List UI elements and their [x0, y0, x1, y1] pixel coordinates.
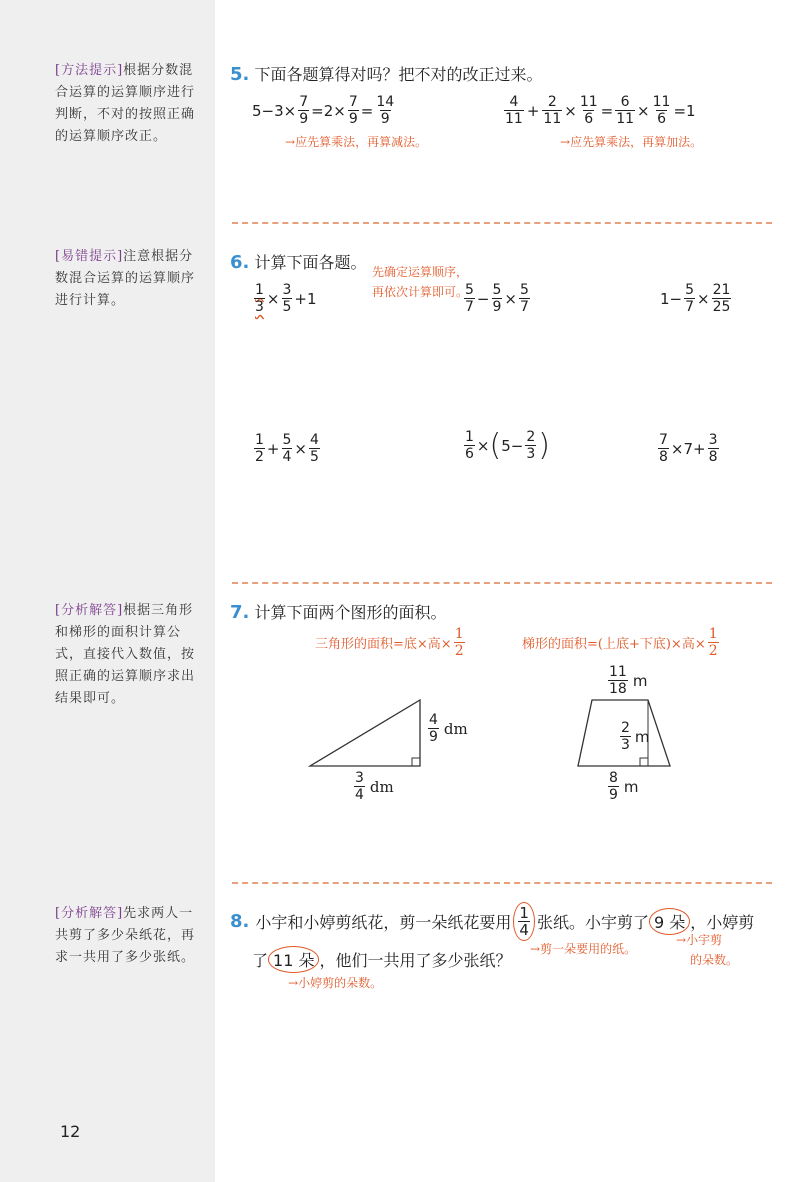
section-divider: [232, 882, 772, 884]
q5-note-1: →应先算乘法，再算减法。: [285, 135, 428, 149]
fraction: $\frac{3}{4}$: [355, 770, 364, 803]
question-text: 小宇和小婷剪纸花，剪一朵纸花要用: [255, 913, 512, 932]
page-number: 12: [60, 1122, 81, 1141]
fraction: $\frac{11}{6}$: [579, 94, 598, 127]
q8-note-fraction: →剪一朵要用的纸。: [530, 942, 637, 956]
q6-expression-6: $\frac{7}{8}$ ×7+ $\frac{3}{8}$: [659, 432, 718, 465]
question-text: 了: [252, 951, 269, 970]
trapezoid-height-label: [618, 720, 650, 753]
unit-label: dm: [369, 777, 394, 796]
fraction: $\frac{21}{25}$: [712, 282, 731, 315]
q8-note-xiaoting: →小婷剪的朵数。: [288, 976, 383, 990]
question-number: 5.: [230, 64, 250, 85]
error-tip: [55, 246, 205, 312]
unit-label: m: [632, 671, 648, 690]
q6-expression-2: $\frac{5}{7}$ − $\frac{5}{9}$ × $\frac{5}{7}$: [465, 282, 529, 315]
note-text: 应先算乘法，再算减法。: [295, 135, 428, 149]
note-text: 先确定运算顺序，: [372, 265, 469, 279]
note-text: 的朵数。: [690, 953, 739, 967]
tip-text: 根据三角形和梯形的面积计算公式，直接代入数值，按照正确的运算顺序求出结果即可。: [55, 603, 196, 706]
question-text: ，小婷剪: [690, 913, 755, 932]
formula-text: 梯形的面积=(上底+下底)×高×: [522, 637, 706, 652]
q6-note: [372, 262, 468, 302]
fraction: $\frac{5}{7}$: [520, 282, 529, 315]
fraction: $\frac{3}{8}$: [708, 432, 718, 465]
question-text: 计算下面两个图形的面积。: [254, 603, 447, 622]
formula-text: 三角形的面积=底×高×: [315, 637, 452, 652]
fraction: $\frac{4}{11}$: [505, 94, 523, 127]
circled-quantity: 9 朵: [649, 908, 690, 935]
note-text: 再依次计算即可。: [372, 285, 469, 299]
trapezoid-bottom-label: [606, 770, 639, 803]
fraction: $\frac{2}{11}$: [543, 94, 562, 127]
question-5-title: [230, 62, 542, 85]
question-number: 7.: [230, 602, 250, 623]
tip-tag: [分析解答]: [55, 603, 124, 618]
unit-label: dm: [443, 719, 468, 738]
tip-tag: [易错提示]: [55, 249, 124, 264]
circled-quantity: 11 朵: [268, 946, 319, 973]
fraction: $\frac{5}{4}$: [282, 432, 292, 465]
fraction: $\frac{1}{2}$: [708, 626, 718, 659]
fraction: $\frac{11}{6}$: [652, 94, 671, 127]
fraction: $\frac{2}{3}$: [621, 720, 630, 753]
question-text: ，他们一共用了多少张纸？: [319, 951, 512, 970]
triangle-height-label: [426, 712, 468, 745]
tip-tag: [分析解答]: [55, 906, 124, 921]
section-divider: [232, 222, 772, 224]
q6-expression-1: $\frac{1}{3}$ × $\frac{3}{5}$ +1: [255, 282, 317, 315]
question-8-line-2: [252, 946, 511, 973]
tip-text: 先求两人一共剪了多少朵纸花，再求一共用了多少张纸。: [55, 906, 196, 965]
q6-expression-3: 1− $\frac{5}{7}$ × $\frac{21}{25}$: [660, 282, 731, 315]
analysis-tip-q8: [55, 903, 205, 969]
fraction: $\frac{7}{9}$: [348, 94, 358, 127]
section-divider: [232, 582, 772, 584]
tip-text: 根据分数混合运算的运算顺序进行判断，不对的按照正确的运算顺序改正。: [55, 63, 196, 144]
question-text: 张纸。小宇剪了: [536, 913, 649, 932]
fraction: $\frac{3}{5}$: [282, 282, 292, 315]
fraction: $\frac{14}{9}$: [376, 94, 395, 127]
tip-tag: [方法提示]: [55, 63, 124, 78]
fraction: $\frac{5}{9}$: [492, 282, 502, 315]
tip-text: 注意根据分数混合运算的运算顺序进行计算。: [55, 249, 196, 308]
q6-expression-5: $\frac{1}{6}$ × ( 5− $\frac{2}{3}$ ): [465, 428, 550, 463]
fraction: $\frac{1}{3}$: [255, 282, 264, 315]
fraction: $\frac{4}{9}$: [429, 712, 438, 745]
fraction: $\frac{5}{7}$: [465, 282, 474, 315]
circled-fraction: $\frac{1}{4}$: [513, 902, 535, 941]
fraction: $\frac{1}{2}$: [255, 432, 264, 465]
unit-label: m: [623, 777, 639, 796]
fraction: $\frac{11}{18}$: [609, 664, 627, 697]
triangle-area-formula: [315, 626, 467, 659]
fraction: $\frac{6}{11}$: [616, 94, 635, 127]
sidebar: [0, 0, 215, 1182]
question-text: 下面各题算得对吗？把不对的改正过来。: [254, 65, 543, 84]
fraction: $\frac{1}{6}$: [465, 429, 474, 462]
q5-expression-2: $\frac{4}{11}$ + $\frac{2}{11}$ × $\frac{11}{6}$ = $\frac{6}{11}$ × $\frac{11}{6}$ =1: [505, 94, 696, 127]
q5-note-2: →应先算乘法，再算加法。: [560, 135, 703, 149]
q6-expression-4: $\frac{1}{2}$ + $\frac{5}{4}$ × $\frac{4}{5}$: [255, 432, 319, 465]
q8-note-xiaoyu: →小宇剪 的朵数。: [676, 930, 738, 970]
q5-expression-1: 5−3× $\frac{7}{9}$ =2× $\frac{7}{9}$ = $\frac{14}{9}$: [252, 94, 395, 127]
fraction: $\frac{8}{9}$: [609, 770, 618, 803]
fraction: $\frac{7}{8}$: [659, 432, 668, 465]
question-number: 8.: [230, 911, 250, 932]
unit-label: m: [634, 727, 650, 746]
question-6-title: [230, 250, 366, 273]
analysis-tip-q7: [55, 600, 205, 710]
question-number: 6.: [230, 252, 250, 273]
trapezoid-area-formula: [522, 626, 721, 659]
question-7-title: [230, 600, 446, 623]
fraction: $\frac{1}{2}$: [454, 626, 464, 659]
fraction: $\frac{5}{7}$: [685, 282, 695, 315]
fraction: $\frac{2}{3}$: [526, 429, 536, 462]
fraction: $\frac{7}{9}$: [299, 94, 309, 127]
note-text: 小婷剪的朵数。: [298, 976, 383, 990]
method-tip: [55, 60, 205, 148]
note-text: 应先算乘法，再算加法。: [570, 135, 703, 149]
fraction: $\frac{4}{5}$: [310, 432, 319, 465]
triangle-base-label: [352, 770, 394, 803]
note-text: 小宇剪: [686, 933, 723, 947]
question-text: 计算下面各题。: [254, 253, 367, 272]
note-text: 剪一朵要用的纸。: [540, 942, 637, 956]
